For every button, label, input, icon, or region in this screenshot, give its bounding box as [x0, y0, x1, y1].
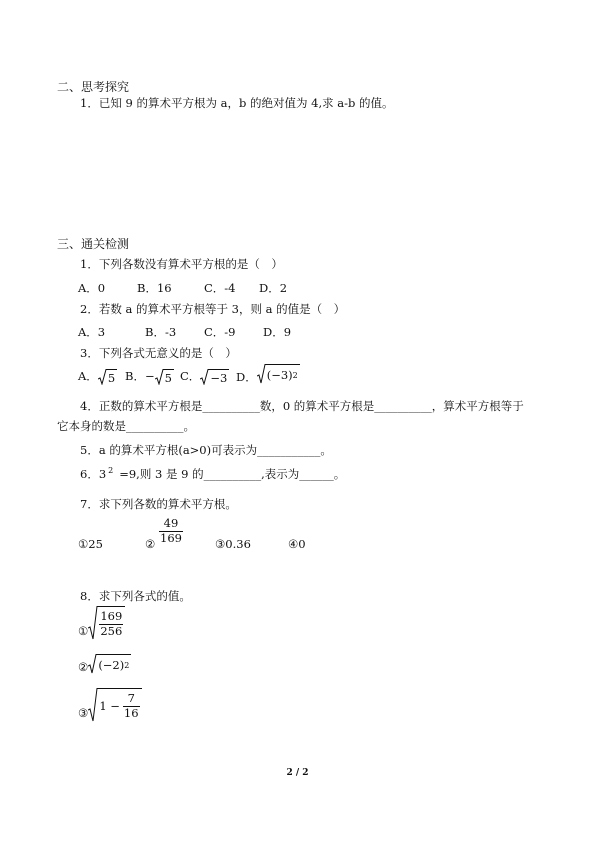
- radicand: [98, 688, 141, 722]
- sqrt-expression: [88, 606, 125, 640]
- option-label: A．: [78, 369, 98, 383]
- option-label: C．: [180, 369, 201, 383]
- radicand-base: (−3): [266, 368, 293, 382]
- item-1: ①25: [78, 537, 103, 551]
- exponent: 2: [124, 660, 130, 670]
- item-label: ①: [78, 624, 89, 638]
- radicand: 5: [107, 371, 116, 385]
- question-8-item-3: [78, 688, 142, 724]
- option-c: C．-9: [204, 325, 236, 339]
- option-d: [236, 364, 300, 384]
- question-8-item-2: [78, 654, 131, 678]
- q6-base: 6．3: [80, 467, 107, 481]
- radicand-prefix: 1 −: [99, 699, 120, 713]
- fraction: [99, 611, 123, 637]
- option-d: D．9: [263, 325, 292, 339]
- item-label: ③: [78, 706, 89, 720]
- option-a: A．0: [78, 281, 106, 295]
- question-3: 3．下列各式无意义的是（ ）: [80, 346, 237, 360]
- question-4-line-1: 4．正数的算术平方根是__________数，0 的算术平方根是__________，算术平方根等于: [80, 399, 524, 413]
- option-b: B．16: [137, 281, 172, 295]
- radicand: 5: [164, 371, 172, 385]
- question-5: 5．a 的算术平方根(a>0)可表示为___________。: [80, 443, 332, 457]
- option-c: C．-4: [204, 281, 236, 295]
- item-2-fraction: [159, 518, 183, 544]
- q6-exponent: 2: [108, 466, 114, 476]
- question-1: 1．下列各数没有算术平方根的是（ ）: [80, 257, 283, 271]
- option-c: [180, 368, 229, 385]
- question-7-items: [78, 518, 378, 558]
- item-4: ④0: [288, 537, 306, 551]
- section-2-title: 二、思考探究: [57, 80, 130, 94]
- question-8: 8．求下列各式的值。: [80, 589, 191, 603]
- option-a: [78, 368, 117, 385]
- question-2: 2．若数 a 的算术平方根等于 3，则 a 的值是（ ）: [80, 302, 346, 316]
- option-b: B．-3: [145, 325, 177, 339]
- section-3-title: 三、通关检测: [57, 237, 130, 251]
- sqrt-expression: [257, 364, 300, 384]
- page-number: 2 / 2: [286, 768, 309, 778]
- q6-text: =9,则 3 是 9 的__________,表示为______。: [119, 467, 346, 481]
- section-2-question-1: 1．已知 9 的算术平方根为 a，b 的绝对值为 4,求 a-b 的值。: [80, 96, 394, 110]
- radicand-base: (−2): [98, 658, 125, 672]
- radicand: −3: [210, 371, 228, 385]
- sqrt-expression: [200, 369, 229, 385]
- numerator: 7: [127, 691, 135, 705]
- numerator: 169: [100, 609, 123, 623]
- option-b: [125, 368, 174, 385]
- numerator: 49: [163, 516, 179, 530]
- option-d: D．2: [259, 281, 288, 295]
- question-4-line-2: 它本身的数是__________。: [57, 419, 195, 433]
- radicand: [97, 654, 131, 674]
- item-3: ③0.36: [215, 537, 251, 551]
- question-6: [80, 466, 345, 482]
- exponent: 2: [292, 370, 298, 380]
- radicand: [266, 364, 300, 384]
- sqrt-expression: [88, 654, 131, 674]
- denominator: 169: [160, 530, 182, 545]
- fraction: [123, 693, 140, 719]
- denominator: 256: [100, 623, 123, 638]
- denominator: 16: [123, 705, 139, 720]
- sqrt-expression: [155, 369, 174, 385]
- option-label: D．: [236, 370, 257, 384]
- question-7: 7．求下列各数的算术平方根。: [80, 497, 237, 511]
- option-a: A．3: [78, 325, 106, 339]
- item-2: ②: [145, 537, 156, 551]
- radicand: [98, 606, 125, 640]
- sqrt-expression: [98, 369, 117, 385]
- sqrt-expression: [88, 688, 141, 722]
- item-label: ②: [78, 660, 89, 674]
- question-8-item-1: [78, 606, 125, 642]
- option-label: B．: [125, 369, 145, 383]
- minus-sign: −: [144, 369, 155, 383]
